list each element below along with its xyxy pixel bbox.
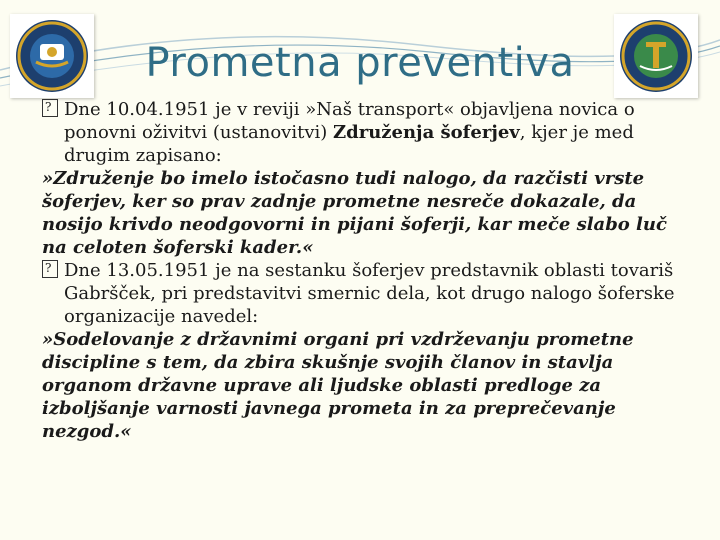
bullet2-text: Dne 13.05.1951 je na sestanku šoferjev predstavnik oblasti tovariš Gabršček, pri predstavitvi smernic dela, kot drugo nalogo šoferske organizacije navedel: <box>64 260 675 327</box>
bullet1-bold-text: Združenja šoferjev <box>333 122 520 143</box>
quote-paragraph-2: »Sodelovanje z državnimi organi pri vzdrževanju prometne discipline s tem, da zbira skušnje svojih članov in stavlja organom državne uprave ali ljudske oblasti predloge za izboljšanje varnosti javnega prometa in za preprečevanje nezgod.« <box>42 329 634 442</box>
box-question-icon <box>42 99 58 117</box>
bullet-paragraph-2 <box>42 259 682 328</box>
bullet-paragraph-1 <box>42 98 682 167</box>
bullet1-text-before: Dne 10.04.1951 je v reviji »Naš transport« objavljena novica o ponovni oživitvi (ustanovitvi) <box>64 99 635 143</box>
quote-paragraph-1: »Združenje bo imelo istočasno tudi nalogo, da razčisti vrste šoferjev, ker so prav zadnje prometne nesreče dokazale, da nosijo krivdo neodgovorni in pijani šoferji, kar meče slabo luč na celoten šoferski kader.« <box>42 168 667 258</box>
bullet1-text-after: , kjer je med drugim zapisano: <box>64 122 634 166</box>
slide-content <box>42 98 682 443</box>
page-title: Prometna preventiva <box>145 40 575 86</box>
box-question-icon <box>42 260 58 278</box>
